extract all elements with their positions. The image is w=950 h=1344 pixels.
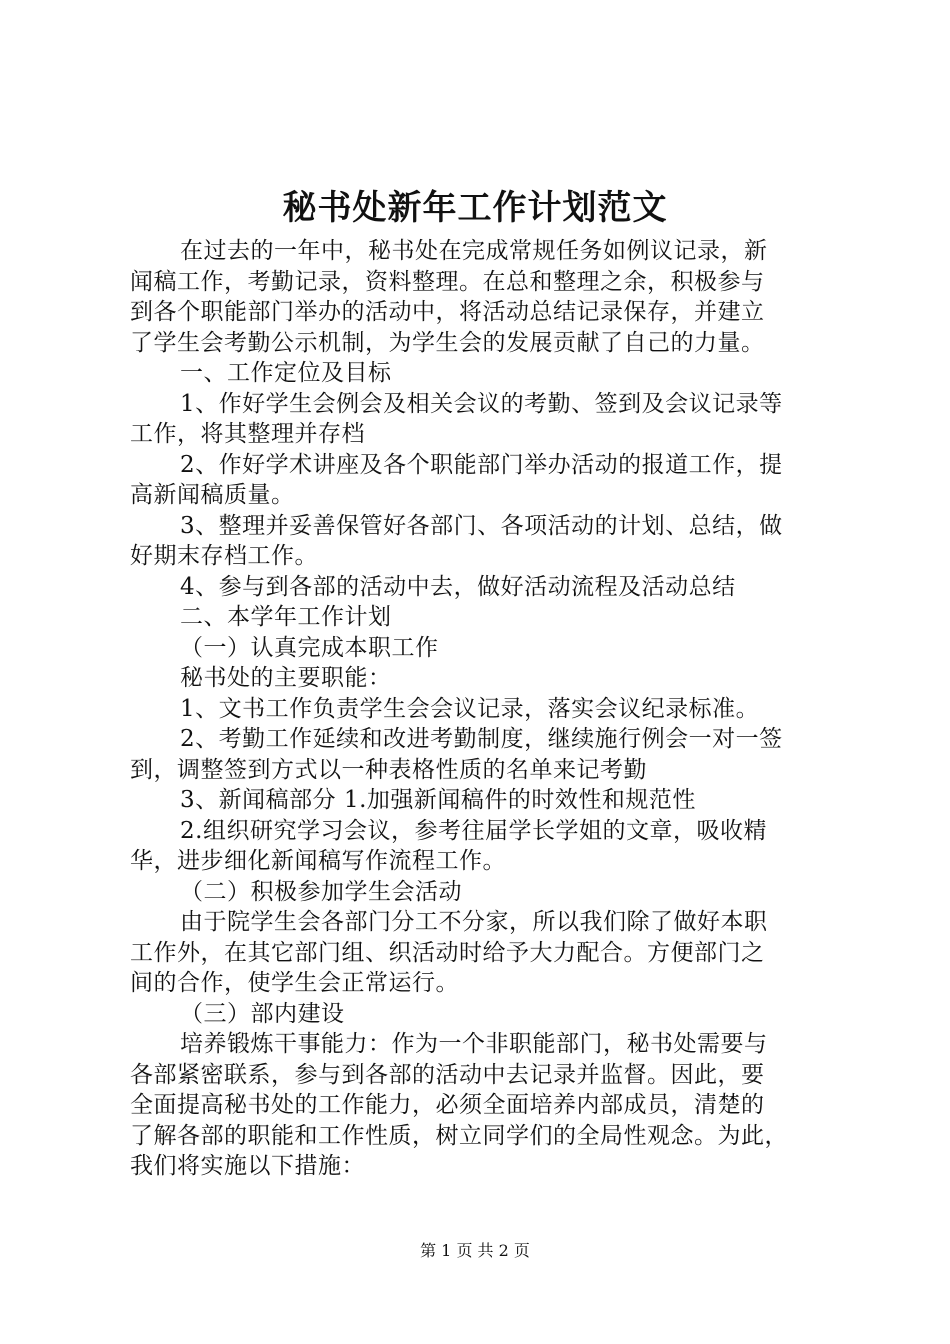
body-line: 全面提高秘书处的工作能力，必须全面培养内部成员，清楚的 bbox=[130, 1092, 765, 1118]
body-line: （一）认真完成本职工作 bbox=[180, 634, 439, 661]
body-line: 了学生会考勤公示机制，为学生会的发展贡献了自己的力量。 bbox=[130, 329, 765, 356]
body-line: （二）积极参加学生会活动 bbox=[180, 878, 462, 905]
page-footer: 第 1 页 共 2 页 bbox=[420, 1241, 530, 1260]
body-line: 高新闻稿质量。 bbox=[130, 482, 295, 508]
body-line: 1、文书工作负责学生会会议记录，落实会议纪录标准。 bbox=[180, 695, 760, 722]
body-line: 间的合作，使学生会正常运行。 bbox=[130, 970, 459, 996]
body-line: 2.组织研究学习会议，参考往届学长学姐的文章，吸收精 bbox=[180, 817, 767, 844]
body-line: 由于院学生会各部门分工不分家，所以我们除了做好本职 bbox=[180, 909, 768, 935]
document-title: 秘书处新年工作计划范文 bbox=[282, 188, 668, 228]
body-line: 4、参与到各部的活动中去，做好活动流程及活动总结 bbox=[180, 573, 736, 600]
body-line: 一、工作定位及目标 bbox=[180, 360, 392, 386]
body-line: 了解各部的职能和工作性质，树立同学们的全局性观念。为此， bbox=[130, 1122, 788, 1149]
body-line: 培养锻炼干事能力：作为一个非职能部门，秘书处需要与 bbox=[180, 1031, 768, 1057]
body-line: 闻稿工作，考勤记录，资料整理。在总和整理之余，积极参与 bbox=[130, 268, 765, 295]
body-line: 工作，将其整理并存档 bbox=[130, 421, 365, 447]
body-line: （三）部内建设 bbox=[180, 1000, 345, 1027]
body-line: 3、整理并妥善保管好各部门、各项活动的计划、总结，做 bbox=[180, 512, 783, 539]
body-line: 华，进步细化新闻稿写作流程工作。 bbox=[130, 848, 506, 874]
body-line: 3、新闻稿部分 1.加强新闻稿件的时效性和规范性 bbox=[180, 787, 696, 813]
body-line: 工作外，在其它部门组、织活动时给予大力配合。方便部门之 bbox=[130, 939, 765, 966]
body-line: 我们将实施以下措施： bbox=[130, 1153, 365, 1179]
body-line: 2、考勤工作延续和改进考勤制度，继续施行例会一对一签 bbox=[180, 726, 783, 752]
document-body bbox=[130, 236, 830, 1182]
body-line: 好期末存档工作。 bbox=[130, 543, 318, 569]
body-line: 秘书处的主要职能： bbox=[180, 665, 392, 691]
body-line: 2、作好学术讲座及各个职能部门举办活动的报道工作，提 bbox=[180, 451, 783, 478]
body-line: 在过去的一年中，秘书处在完成常规任务如例议记录，新 bbox=[180, 238, 768, 264]
body-line: 二、本学年工作计划 bbox=[180, 604, 392, 630]
body-line: 各部紧密联系，参与到各部的活动中去记录并监督。因此，要 bbox=[130, 1061, 765, 1088]
body-line: 到，调整签到方式以一种表格性质的名单来记考勤 bbox=[130, 756, 647, 783]
body-line: 到各个职能部门举办的活动中，将活动总结记录保存，并建立 bbox=[130, 299, 765, 325]
body-line: 1、作好学生会例会及相关会议的考勤、签到及会议记录等 bbox=[180, 390, 783, 417]
